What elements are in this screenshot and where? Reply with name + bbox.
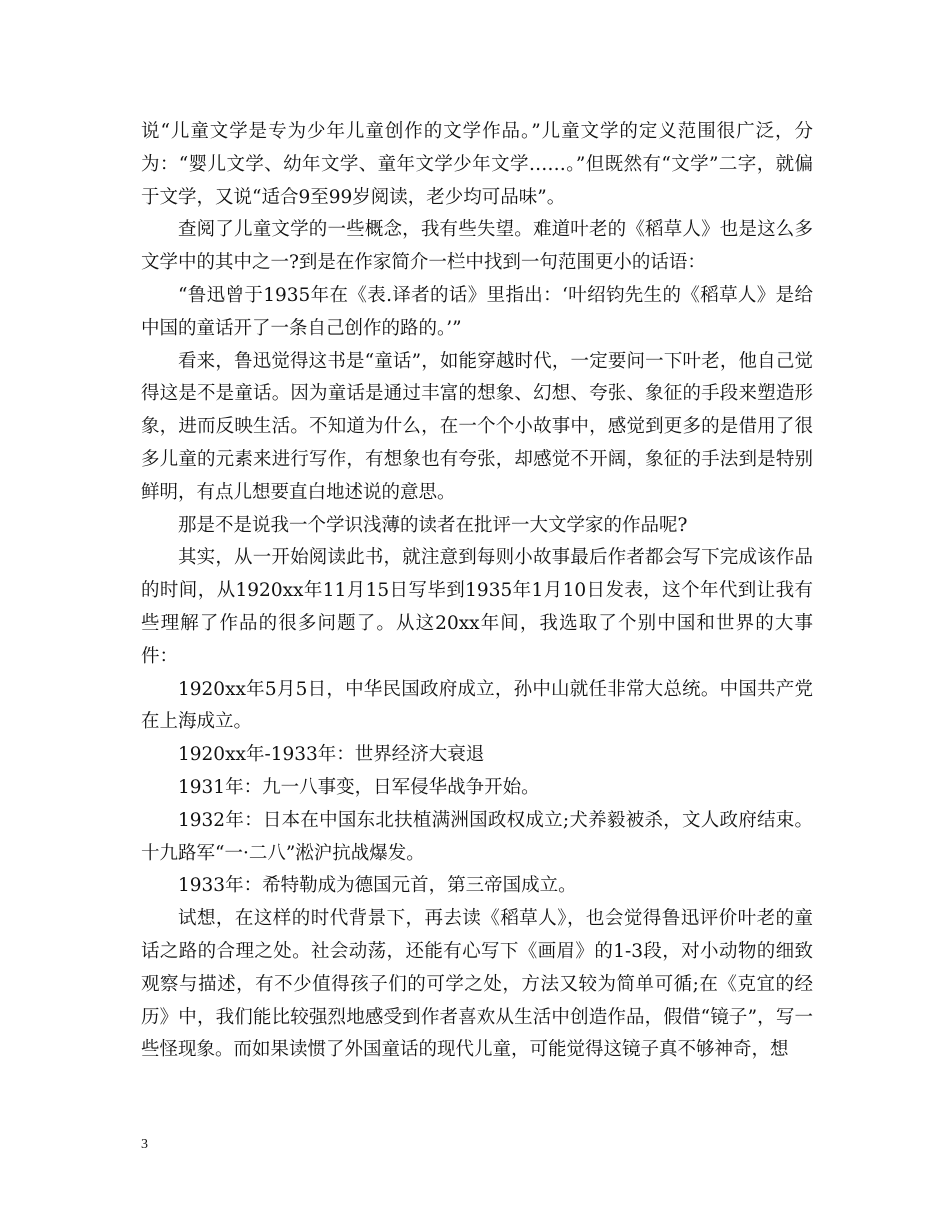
paragraph-5: 那是不是说我一个学识浅薄的读者在批评一大文学家的作品呢?: [178, 514, 688, 536]
paragraph-3-quote: “鲁迅曾于1935年在《表.译者的话》里指出：‘叶绍钧先生的《稻草人》是给中国的童话开了一条自己创作的路的。’”: [141, 284, 813, 339]
page-number: 3: [141, 1137, 148, 1152]
paragraph-4: 看来，鲁迅觉得这书是“童话”，如能穿越时代，一定要问一下叶老，他自己觉得这是不是童话。因为童话是通过丰富的想象、幻想、夸张、象征的手段来塑造形象，进而反映生活。不知道为什么，在一个个小故事中，感觉到更多的是借用了很多儿童的元素来进行写作，有想象也有夸张，却感觉不开阔，象征的手法到是特别鲜明，有点儿想要直白地述说的意思。: [141, 350, 813, 503]
timeline-entry-3: 1931年：九一八事变，日军侵华战争开始。: [178, 776, 540, 798]
paragraph-6: 其实，从一开始阅读此书，就注意到每则小故事最后作者都会写下完成该作品的时间，从1920xx年11月15日写毕到1935年1月10日发表，这个年代到让我有些理解了作品的很多问题了。从这20xx年间，我选取了个别中国和世界的大事件：: [141, 547, 813, 667]
document-body: [141, 116, 813, 1067]
timeline-entry-1: 1920xx年5月5日，中华民国政府成立，孙中山就任非常大总统。中国共产党在上海成立。: [141, 678, 813, 733]
paragraph-7: 试想，在这样的时代背景下，再去读《稻草人》，也会觉得鲁迅评价叶老的童话之路的合理之处。社会动荡，还能有心写下《画眉》的1-3段，对小动物的细致观察与描述，有不少值得孩子们的可学之处，方法又较为简单可循;在《克宜的经历》中，我们能比较强烈地感受到作者喜欢从生活中创造作品，假借“镜子”，写一些怪现象。而如果读惯了外国童话的现代儿童，可能觉得这镜子真不够神奇，想: [141, 908, 813, 1061]
timeline-entry-5: 1933年：希特勒成为德国元首，第三帝国成立。: [178, 875, 577, 897]
timeline-entry-2: 1920xx年-1933年：世界经济大衰退: [178, 744, 485, 766]
paragraph-2: 查阅了儿童文学的一些概念，我有些失望。难道叶老的《稻草人》也是这么多文学中的其中之一?到是在作家简介一栏中找到一句范围更小的话语：: [141, 219, 813, 274]
paragraph-1: 说“儿童文学是专为少年儿童创作的文学作品。”儿童文学的定义范围很广泛，分为：“婴儿文学、幼年文学、童年文学少年文学……。”但既然有“文学”二字，就偏于文学，又说“适合9至99岁阅读，老少均可品味”。: [141, 121, 813, 208]
timeline-entry-4: 1932年：日本在中国东北扶植满洲国政权成立;犬养毅被杀，文人政府结束。十九路军“一·二八”淞沪抗战爆发。: [141, 809, 813, 864]
